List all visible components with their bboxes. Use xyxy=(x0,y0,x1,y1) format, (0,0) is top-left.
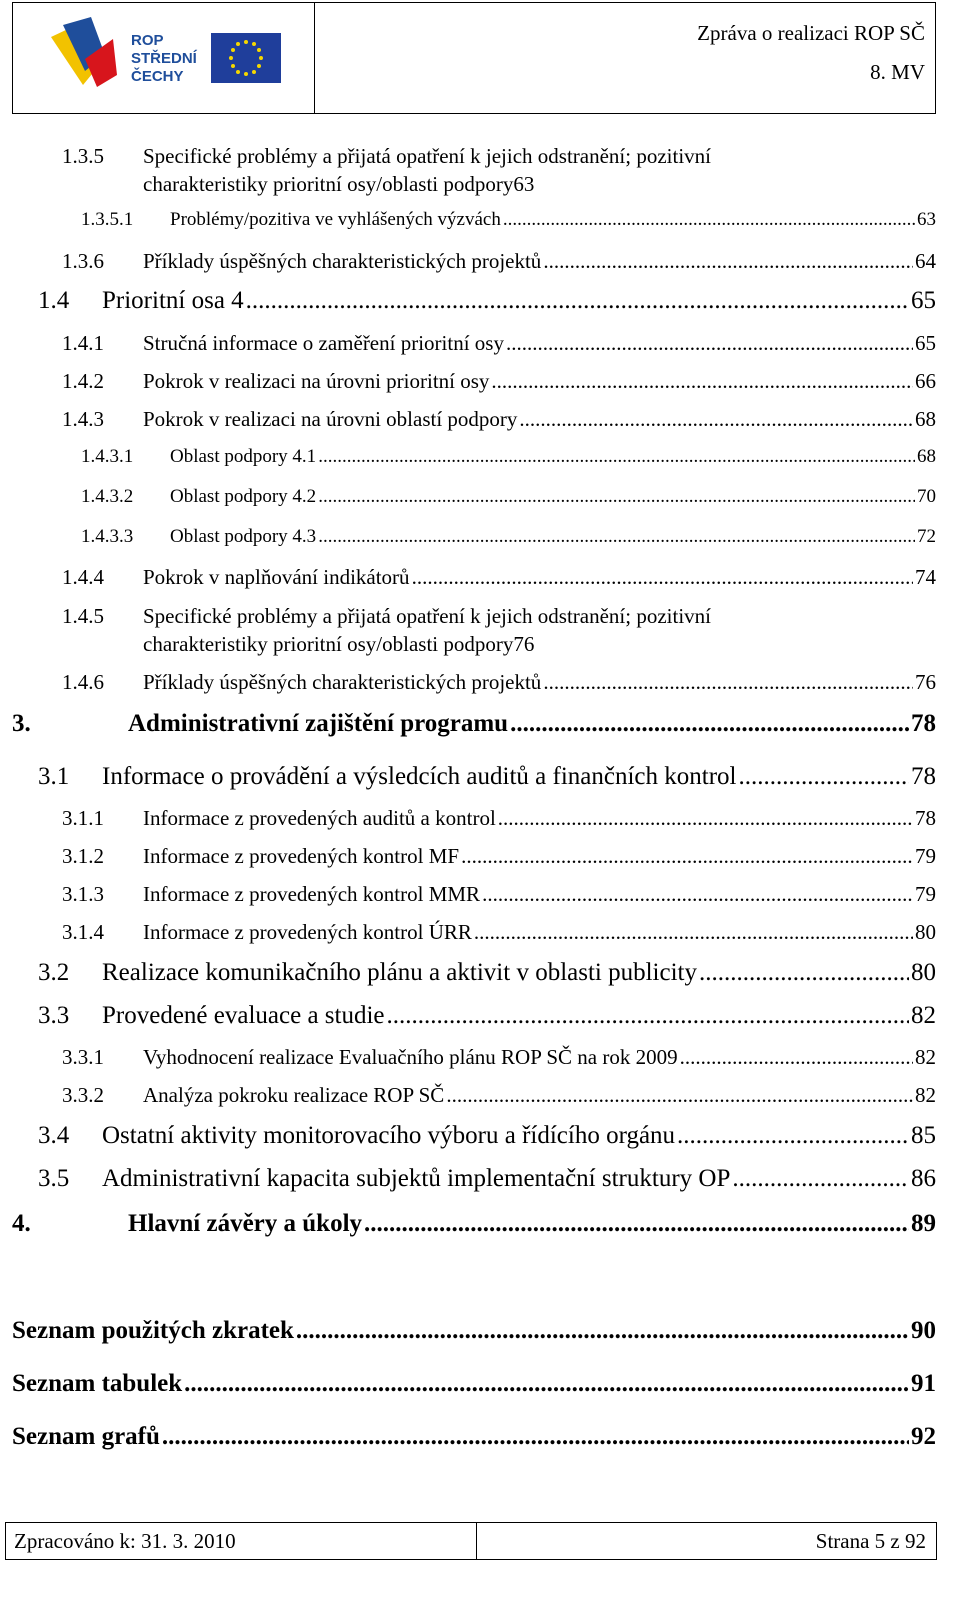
toc-leader xyxy=(491,369,913,394)
toc-page: 82 xyxy=(915,1083,936,1107)
toc-leader xyxy=(318,526,915,548)
list-entry[interactable] xyxy=(12,1370,936,1398)
toc-number: 1.4.3.3 xyxy=(81,526,134,547)
toc-leader xyxy=(482,882,913,907)
toc-title: Informace z provedených kontrol MF xyxy=(143,844,460,868)
toc-entry[interactable] xyxy=(62,844,936,869)
toc-entry[interactable] xyxy=(12,710,936,738)
toc-number: 4. xyxy=(12,1210,31,1237)
toc-title: Pokrok v naplňování indikátorů xyxy=(143,565,410,589)
toc-number: 3.1.3 xyxy=(62,882,104,906)
toc-entry[interactable] xyxy=(62,331,936,356)
toc-page: 82 xyxy=(915,1045,936,1069)
toc-leader xyxy=(387,1002,909,1030)
toc-title: Příklady úspěšných charakteristických projektů xyxy=(143,249,542,273)
toc-title: Prioritní osa 4 xyxy=(102,287,244,314)
toc-page: 79 xyxy=(915,882,936,906)
toc-page: 63 xyxy=(917,209,936,230)
toc-entry[interactable] xyxy=(62,407,936,432)
toc-title: Oblast podpory 4.1 xyxy=(170,446,317,467)
toc-title: Ostatní aktivity monitorovacího výboru a řídícího orgánu xyxy=(102,1122,676,1149)
toc-leader xyxy=(732,1165,909,1193)
rop-stredni-cechy-logo xyxy=(45,15,305,95)
page-header xyxy=(12,2,936,114)
list-entry[interactable] xyxy=(12,1317,936,1345)
toc-title-line1: Specifické problémy a přijatá opatření k jejich odstranění; pozitivní xyxy=(143,144,711,168)
toc-title: Informace z provedených kontrol MMR xyxy=(143,882,481,906)
toc-leader xyxy=(461,844,913,869)
toc-leader xyxy=(739,763,910,791)
list-title: Seznam grafů xyxy=(12,1423,160,1450)
toc-title: Informace o provádění a výsledcích auditů a finančních kontrol xyxy=(102,763,737,790)
footer-page-number: Strana 5 z 92 xyxy=(815,1529,926,1553)
toc-number: 3.3.2 xyxy=(62,1083,104,1107)
toc-number: 3.5 xyxy=(38,1165,70,1192)
toc-entry[interactable] xyxy=(62,144,936,200)
toc-number: 1.3.5.1 xyxy=(81,209,134,230)
toc-number: 1.4.1 xyxy=(62,331,104,355)
page-footer xyxy=(5,1522,937,1560)
toc-number: 1.4.6 xyxy=(62,670,104,694)
toc-page: 68 xyxy=(915,407,936,431)
toc-title: Vyhodnocení realizace Evaluačního plánu ROP SČ na rok 2009 xyxy=(143,1045,678,1069)
toc-entry[interactable] xyxy=(81,209,936,231)
logo-text-1: ROP xyxy=(131,32,164,49)
toc-number: 1.4.3.2 xyxy=(81,486,134,507)
toc-title: Administrativní kapacita subjektů implementační struktury OP xyxy=(102,1165,731,1192)
toc-page: 78 xyxy=(911,710,936,737)
toc-number: 3.3 xyxy=(38,1002,70,1029)
toc-leader xyxy=(677,1122,909,1150)
list-page: 90 xyxy=(911,1317,936,1344)
toc-number: 1.4.4 xyxy=(62,565,104,589)
toc-page: 72 xyxy=(917,526,936,547)
toc-entry[interactable] xyxy=(62,1083,936,1108)
toc-page: 65 xyxy=(911,287,936,314)
toc-title: Informace z provedených kontrol ÚRR xyxy=(143,920,472,944)
toc-title-line2: charakteristiky prioritní osy/oblasti podpory xyxy=(143,632,514,656)
toc-leader xyxy=(543,670,913,695)
logo-text-2: STŘEDNÍ xyxy=(131,50,197,67)
toc-leader xyxy=(510,710,909,738)
toc-number: 3.1 xyxy=(38,763,70,790)
toc-leader xyxy=(246,287,909,315)
toc-page: 79 xyxy=(915,844,936,868)
toc-entry[interactable] xyxy=(62,249,936,274)
toc-title: Problémy/pozitiva ve vyhlášených výzvách xyxy=(170,209,501,230)
toc-page: 63 xyxy=(513,172,535,196)
toc-entry[interactable] xyxy=(38,763,936,791)
list-page: 92 xyxy=(911,1423,936,1450)
toc-page: 89 xyxy=(911,1210,936,1237)
toc-number: 3.1.1 xyxy=(62,806,104,830)
toc-entry[interactable] xyxy=(62,670,936,695)
toc-page: 70 xyxy=(917,486,936,507)
footer-divider xyxy=(476,1523,477,1559)
toc-title: Oblast podpory 4.3 xyxy=(170,526,317,547)
toc-number: 1.3.5 xyxy=(62,144,104,168)
toc-entry[interactable] xyxy=(38,1122,936,1150)
toc-title: Pokrok v realizaci na úrovni oblastí podpory xyxy=(143,407,518,431)
toc-leader xyxy=(498,806,913,831)
toc-page: 80 xyxy=(911,959,936,986)
toc-number: 3.4 xyxy=(38,1122,70,1149)
toc-leader xyxy=(162,1423,909,1451)
footer-date: Zpracováno k: 31. 3. 2010 xyxy=(14,1529,236,1553)
header-subtitle: 8. MV xyxy=(870,60,925,84)
toc-leader xyxy=(364,1210,909,1238)
toc-entry[interactable] xyxy=(38,287,936,315)
toc-page: 76 xyxy=(915,670,936,694)
toc-leader xyxy=(446,1083,913,1108)
toc-entry[interactable] xyxy=(38,1165,936,1193)
toc-page: 74 xyxy=(915,565,936,589)
toc-leader xyxy=(543,249,913,274)
toc-leader xyxy=(318,486,915,508)
toc-number: 3.3.1 xyxy=(62,1045,104,1069)
toc-title: Analýza pokroku realizace ROP SČ xyxy=(143,1083,445,1107)
toc-number: 1.4.3 xyxy=(62,407,104,431)
toc-entry[interactable] xyxy=(62,920,936,945)
toc-number: 1.4.5 xyxy=(62,604,104,628)
toc-page: 68 xyxy=(917,446,936,467)
toc-number: 1.4 xyxy=(38,287,70,314)
toc-page: 80 xyxy=(915,920,936,944)
toc-leader xyxy=(184,1370,909,1398)
toc-number: 3.1.4 xyxy=(62,920,104,944)
list-entry[interactable] xyxy=(12,1423,936,1451)
toc-title: Provedené evaluace a studie xyxy=(102,1002,385,1029)
toc-entry[interactable] xyxy=(62,604,936,660)
toc-page: 64 xyxy=(915,249,936,273)
toc-entry[interactable] xyxy=(81,446,936,468)
toc-leader xyxy=(519,407,913,432)
toc-leader xyxy=(503,209,915,231)
toc-entry[interactable] xyxy=(62,882,936,907)
toc-page: 66 xyxy=(915,369,936,393)
list-page: 91 xyxy=(911,1370,936,1397)
toc-number: 1.4.3.1 xyxy=(81,446,134,467)
toc-leader xyxy=(506,331,913,356)
toc-leader xyxy=(474,920,913,945)
toc-entry[interactable] xyxy=(62,806,936,831)
header-divider xyxy=(314,3,315,113)
header-title: Zpráva o realizaci ROP SČ xyxy=(697,21,925,45)
toc-title: Stručná informace o zaměření prioritní osy xyxy=(143,331,504,355)
toc-title: Administrativní zajištění programu xyxy=(128,710,509,737)
toc-title: Realizace komunikačního plánu a aktivit v oblasti publicity xyxy=(102,959,697,986)
toc-number: 3.2 xyxy=(38,959,70,986)
toc-title: Pokrok v realizaci na úrovni prioritní osy xyxy=(143,369,490,393)
logo-text-3: ČECHY xyxy=(131,68,184,85)
list-title: Seznam tabulek xyxy=(12,1370,183,1397)
toc-number: 3.1.2 xyxy=(62,844,104,868)
toc-number: 1.4.2 xyxy=(62,369,104,393)
toc-page: 78 xyxy=(915,806,936,830)
toc-title: Příklady úspěšných charakteristických projektů xyxy=(143,670,542,694)
toc-page: 86 xyxy=(911,1165,936,1192)
toc-entry[interactable] xyxy=(62,1045,936,1070)
list-title: Seznam použitých zkratek xyxy=(12,1317,294,1344)
toc-entry[interactable] xyxy=(38,1002,936,1030)
toc-title: Hlavní závěry a úkoly xyxy=(128,1210,363,1237)
toc-page: 76 xyxy=(513,632,535,656)
toc-leader xyxy=(412,565,913,590)
toc-title-line1: Specifické problémy a přijatá opatření k jejich odstranění; pozitivní xyxy=(143,604,711,628)
toc-page: 78 xyxy=(911,763,936,790)
toc-page: 85 xyxy=(911,1122,936,1149)
toc-title: Oblast podpory 4.2 xyxy=(170,486,317,507)
toc-title: Informace z provedených auditů a kontrol xyxy=(143,806,496,830)
toc-page: 65 xyxy=(915,331,936,355)
toc-page: 82 xyxy=(911,1002,936,1029)
toc-entry[interactable] xyxy=(12,1210,936,1238)
toc-title-line2: charakteristiky prioritní osy/oblasti podpory xyxy=(143,172,514,196)
toc-number: 1.3.6 xyxy=(62,249,104,273)
toc-entry[interactable] xyxy=(62,565,936,590)
toc-leader xyxy=(680,1045,913,1070)
toc-entry[interactable] xyxy=(62,369,936,394)
toc-entry[interactable] xyxy=(81,526,936,548)
toc-leader xyxy=(296,1317,909,1345)
toc-entry[interactable] xyxy=(81,486,936,508)
toc-number: 3. xyxy=(12,710,31,737)
toc-entry[interactable] xyxy=(38,959,936,987)
toc-leader xyxy=(318,446,915,468)
toc-leader xyxy=(699,959,909,987)
